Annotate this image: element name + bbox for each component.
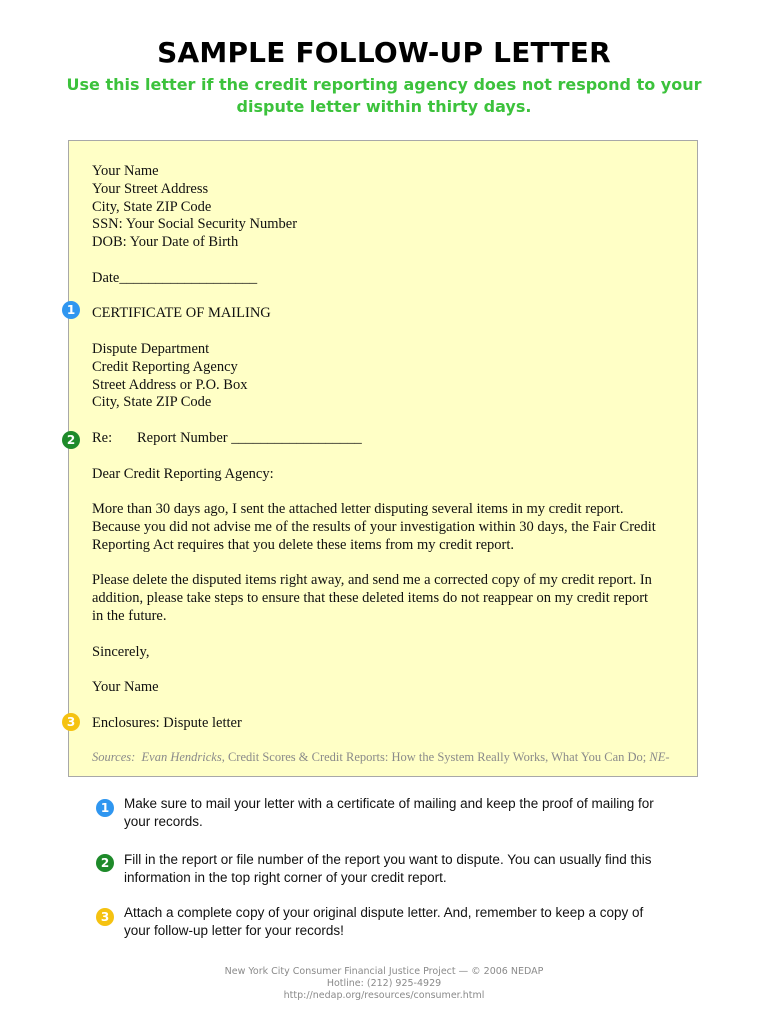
paragraph-2-line: addition, please take steps to ensure that these deleted items do not reappear on my credit report <box>92 590 649 607</box>
footer-organization: New York City Consumer Financial Justice Project — © 2006 NEDAP <box>224 966 544 977</box>
recipient-street: Street Address or P.O. Box <box>92 376 248 393</box>
re-line <box>92 430 692 448</box>
sources-text: , Credit Scores & Credit Reports: How the System Really Works, What You Can Do; <box>221 750 650 764</box>
letter-body <box>92 163 692 733</box>
sender-ssn: SSN: Your Social Security Number <box>92 216 298 233</box>
certificate-of-mailing: CERTIFICATE OF MAILING <box>92 305 271 322</box>
marker-3-icon: 3 <box>62 713 80 731</box>
note-3 <box>124 904 704 939</box>
page-title: SAMPLE FOLLOW-UP LETTER <box>157 36 611 69</box>
note-2-marker-icon: 2 <box>96 854 114 872</box>
paragraph-2-line: in the future. <box>92 607 167 624</box>
note-1-line: your records. <box>124 813 203 829</box>
recipient-city: City, State ZIP Code <box>92 394 212 411</box>
sources-line <box>92 750 692 765</box>
note-2-line: information in the top right corner of your credit report. <box>124 869 447 885</box>
sender-street: Your Street Address <box>92 180 209 197</box>
enclosures: Enclosures: Dispute letter <box>92 714 242 731</box>
footer-url: http://nedap.org/resources/consumer.html <box>283 990 485 1001</box>
re-label: Re: <box>92 429 113 446</box>
paragraph-1-line: More than 30 days ago, I sent the attached letter disputing several items in my credit report. <box>92 501 624 518</box>
note-2 <box>124 851 704 886</box>
note-3-marker-icon: 3 <box>96 908 114 926</box>
sender-city: City, State ZIP Code <box>92 198 212 215</box>
closing: Sincerely, <box>92 643 150 660</box>
date-line: Date___________________ <box>92 269 258 286</box>
sources-label: Sources: <box>92 750 136 764</box>
sources-tail: NE- <box>649 750 670 764</box>
report-number: Report Number __________________ <box>137 429 362 446</box>
note-1 <box>124 795 704 830</box>
paragraph-2-line: Please delete the disputed items right away, and send me a corrected copy of my credit report. In <box>92 572 652 589</box>
note-3-line: Attach a complete copy of your original dispute letter. And, remember to keep a copy of <box>124 905 644 920</box>
marker-2-icon: 2 <box>62 431 80 449</box>
note-1-line: Make sure to mail your letter with a certificate of mailing and keep the proof of mailing for <box>124 796 654 811</box>
recipient-agency: Credit Reporting Agency <box>92 358 238 375</box>
paragraph-1 <box>92 501 692 554</box>
footer-hotline: Hotline: (212) 925-4929 <box>326 978 442 989</box>
sender-name: Your Name <box>92 163 159 179</box>
paragraph-1-line: Reporting Act requires that you delete these items from my credit report. <box>92 536 514 553</box>
note-3-line: your follow-up letter for your records! <box>124 922 344 938</box>
paragraph-2 <box>92 572 692 625</box>
page-subtitle: Use this letter if the credit reporting agency does not respond to your dispute letter within thirty days. <box>66 75 702 116</box>
note-2-line: Fill in the report or file number of the report you want to dispute. You can usually find this <box>124 852 652 867</box>
footer <box>0 966 768 1002</box>
paragraph-1-line: Because you did not advise me of the results of your investigation within 30 days, the Fair Credit <box>92 518 656 535</box>
signature-name: Your Name <box>92 679 159 696</box>
sender-dob: DOB: Your Date of Birth <box>92 234 239 251</box>
note-1-marker-icon: 1 <box>96 799 114 817</box>
recipient-department: Dispute Department <box>92 340 210 357</box>
sources-author: Evan Hendricks <box>141 750 222 764</box>
marker-1-icon: 1 <box>62 301 80 319</box>
salutation: Dear Credit Reporting Agency: <box>92 465 274 482</box>
